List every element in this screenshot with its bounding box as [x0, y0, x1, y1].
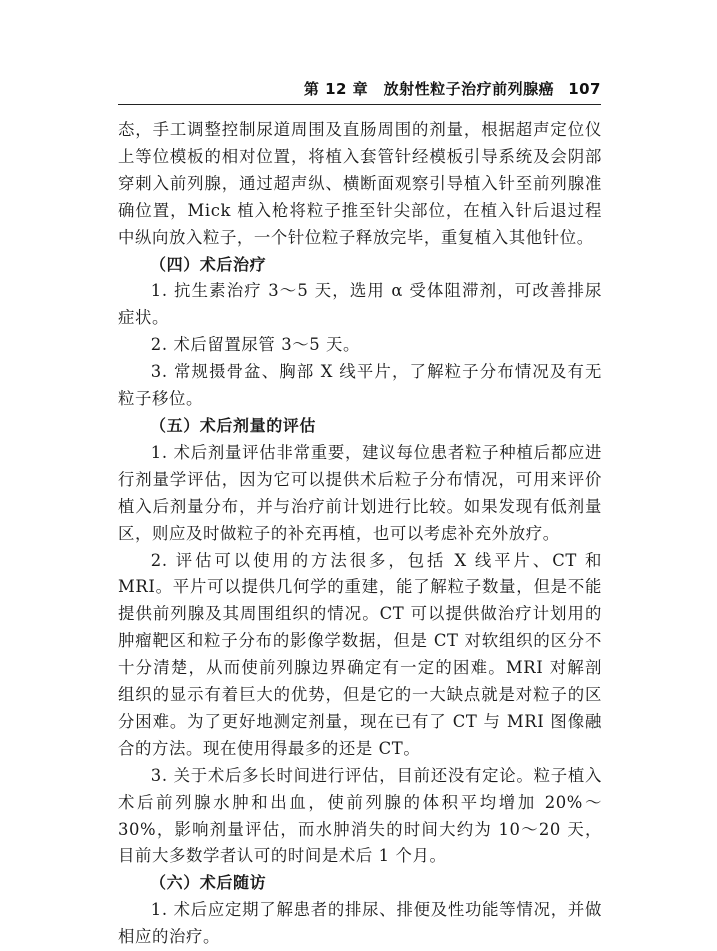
section-heading-dose-evaluation: （五）术后剂量的评估 — [150, 415, 317, 435]
paragraph: 1. 术后剂量评估非常重要，建议每位患者粒子种植后都应进行剂量学评估，因为它可以提供术后粒子分布情况，可用来评价植入后剂量分布，并与治疗前计划进行比较。如果发现有低剂量区，则应及时做粒子的补充再植，也可以考虑补充外放疗。 — [118, 442, 602, 543]
paragraph: 3. 常规摄骨盆、胸部 X 线平片，了解粒子分布情况及有无粒子移位。 — [118, 362, 602, 409]
paragraph: 3. 关于术后多长时间进行评估，目前还没有定论。粒子植入术后前列腺水肿和出血，使前列腺的体积平均增加 20%～30%，影响剂量评估，而水肿消失的时间大约为 10～20 天，目前大多数学者认可的时间是术后 1 个月。 — [118, 765, 602, 866]
paragraph: 2. 术后留置尿管 3～5 天。 — [150, 335, 361, 355]
page-number: 107 — [568, 80, 601, 98]
paragraph: 1. 抗生素治疗 3～5 天，选用 α 受体阻滞剂，可改善排尿症状。 — [118, 281, 602, 328]
body-text — [118, 117, 602, 951]
section-heading-follow-up: （六）术后随访 — [150, 873, 267, 893]
section-heading-postoperative-treatment: （四）术后治疗 — [150, 254, 267, 274]
paragraph: 1. 术后应定期了解患者的排尿、排便及性功能等情况，并做相应的治疗。 — [118, 900, 602, 947]
running-header — [118, 78, 601, 105]
chapter-title: 第 12 章 放射性粒子治疗前列腺癌 — [303, 80, 555, 98]
paragraph: 2. 评估可以使用的方法很多，包括 X 线平片、CT 和 MRI。平片可以提供几何学的重建，能了解粒子数量，但是不能提供前列腺及其周围组织的情况。CT 可以提供做治疗计划用的肿瘤靶区和粒子分布的影像学数据，但是 CT 对软组织的区分不十分清楚，从而使前列腺边界确定有一定的困难。MRI 对解剖组织的显示有着巨大的优势，但是它的一大缺点就是对粒子的区分困难。为了更好地测定剂量，现在已有了 CT 与 MRI 图像融合的方法。现在使用得最多的还是 CT。 — [118, 550, 602, 758]
paragraph-continued: 态，手工调整控制尿道周围及直肠周围的剂量，根据超声定位仪上等位模板的相对位置，将植入套管针经模板引导系统及会阴部穿刺入前列腺，通过超声纵、横断面观察引导植入针至前列腺准确位置，Mick 植入枪将粒子推至针尖部位，在植入针后退过程中纵向放入粒子，一个针位粒子释放完毕，重复植入其他针位。 — [118, 120, 602, 247]
